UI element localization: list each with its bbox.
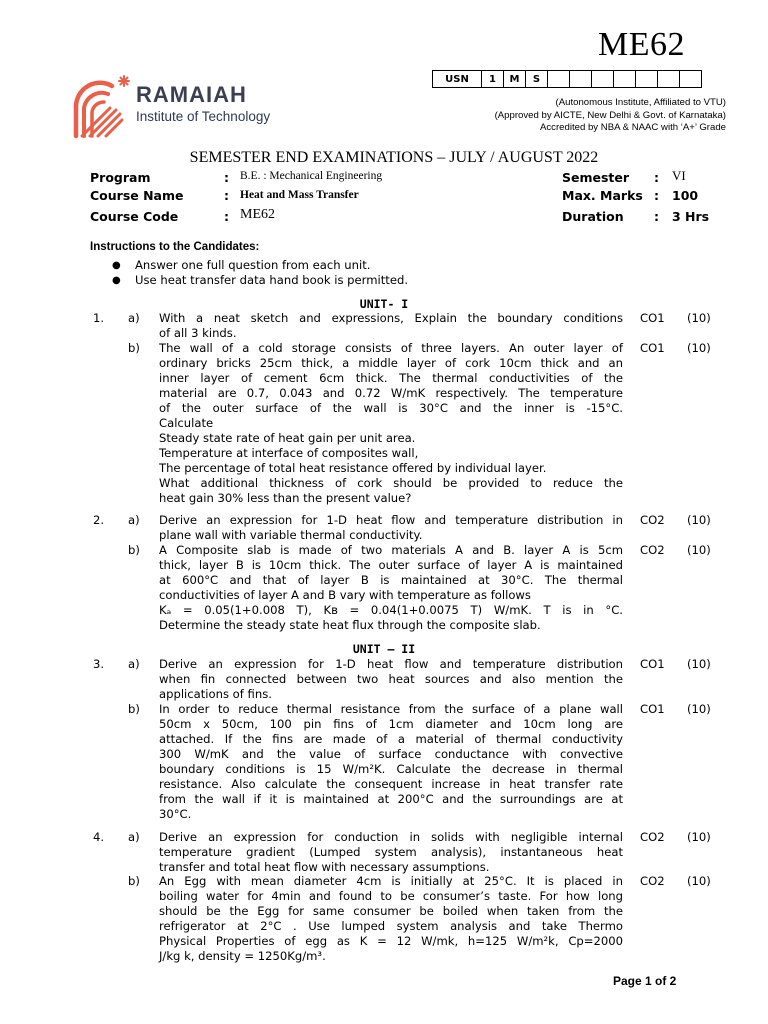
course-name-label: Course Name: [90, 188, 184, 203]
instruction-item: Use heat transfer data hand book is permitted.: [135, 273, 409, 287]
bullet-icon: ●: [112, 275, 121, 286]
program-value: B.E. : Mechanical Engineering: [240, 170, 383, 182]
affiliation-block: [495, 97, 726, 135]
question-text: [159, 657, 623, 702]
question-line: material are 0.7, 0.043 and 0.72 W/mK respectively. The temperature: [159, 386, 623, 400]
question-line: Derive an expression for 1-D heat flow and temperature distribution in: [159, 513, 623, 527]
question-line: What additional thickness of cork should be provided to reduce the: [159, 476, 623, 490]
page-number: Page 1 of 2: [613, 974, 677, 988]
question-line: of all 3 kinds.: [159, 326, 237, 340]
question-line: transfer and total heat flow with necessary assumptions.: [159, 860, 490, 874]
course-outcome: CO2: [640, 543, 665, 557]
unit-heading: UNIT – II: [352, 642, 416, 656]
course-outcome: CO1: [640, 311, 665, 325]
question-line: when fin connected between two heat sources and also mention the: [159, 672, 623, 686]
question-line: temperature gradient (Lumped system analysis), instantaneous heat: [159, 845, 623, 859]
question-line: inner layer of cement 6cm thick. The thermal conductivities of the: [159, 371, 623, 385]
question-line: Determine the steady state heat flux through the composite slab.: [159, 618, 541, 632]
marks: (10): [687, 311, 711, 325]
colon: :: [224, 170, 229, 185]
question-line: A Composite slab is made of two materials A and B. layer A is 5cm: [159, 543, 623, 557]
question-line: at 600°C and that of layer B is maintained at 30°C. The thermal: [159, 573, 623, 587]
question-line: An Egg with mean diameter 4cm is initially at 25°C. It is placed in: [159, 874, 623, 888]
sub-question-label: a): [128, 830, 140, 844]
question-line: The percentage of total heat resistance offered by individual layer.: [159, 461, 547, 475]
course-name-value: Heat and Mass Transfer: [240, 189, 359, 201]
question-line: Derive an expression for conduction in solids with negligible internal: [159, 830, 623, 844]
logo-subtitle: Institute of Technology: [136, 109, 271, 124]
question-line: should be the Egg for same consumer be boiled when taken from the: [159, 904, 623, 918]
question-text: [159, 543, 623, 633]
sub-question-label: b): [128, 874, 140, 888]
question-line: Derive an expression for 1-D heat flow and temperature distribution: [159, 657, 623, 671]
sub-question-label: b): [128, 341, 140, 355]
course-code-top: ME62: [598, 26, 685, 63]
max-marks-value: 100: [672, 188, 699, 203]
usn-cell: [570, 71, 592, 88]
colon: :: [654, 170, 659, 185]
usn-cell: [636, 71, 658, 88]
question-line: 30°C.: [159, 807, 192, 821]
question-line: ordinary bricks 25cm thick, a middle layer of cork 10cm thick and an: [159, 356, 623, 370]
course-outcome: CO2: [640, 830, 665, 844]
instruction-item: Answer one full question from each unit.: [135, 258, 371, 272]
sub-question-label: a): [128, 311, 140, 325]
question-text: [159, 830, 623, 875]
marks: (10): [687, 513, 711, 527]
question-line: Physical Properties of egg as K = 12 W/mk, h=125 W/m²k, Cp=2000: [159, 934, 623, 948]
question-line: With a neat sketch and expressions, Explain the boundary conditions: [159, 311, 623, 325]
question-number: 3.: [93, 657, 105, 671]
affiliation-line: Accredited by NBA & NAAC with ‘A+’ Grade: [539, 122, 726, 133]
colon: :: [224, 209, 229, 224]
affiliation-line: (Approved by AICTE, New Delhi & Govt. of Karnataka): [494, 109, 726, 121]
question-number: 1.: [93, 311, 105, 325]
question-line: from the wall if it is maintained at 200°C and the surroundings are at: [159, 792, 623, 806]
usn-label: USN: [433, 71, 482, 88]
question-number: 2.: [93, 513, 105, 527]
course-outcome: CO1: [640, 341, 665, 355]
question-text: [159, 513, 623, 543]
question-line: heat gain 30% less than the present value?: [159, 491, 412, 505]
marks: (10): [687, 543, 711, 557]
question-line: resistance. Also calculate the consequent increase in heat transfer rate: [159, 777, 623, 791]
question-number: 4.: [93, 830, 105, 844]
question-line: Steady state rate of heat gain per unit area.: [159, 431, 416, 445]
usn-cell: [592, 71, 614, 88]
sub-question-label: a): [128, 657, 140, 671]
question-line: Kₐ = 0.05(1+0.008 T), Kʙ = 0.04(1+0.0075 T) W/mK. T is in °C.: [159, 603, 623, 617]
question-line: Temperature at interface of composites wall,: [159, 446, 419, 460]
usn-cell: [548, 71, 570, 88]
logo-brand-name: RAMAIAH: [136, 82, 247, 107]
question-line: applications of fins.: [159, 687, 272, 701]
marks: (10): [687, 874, 711, 888]
unit-heading: UNIT- I: [359, 297, 409, 311]
marks: (10): [687, 341, 711, 355]
colon: :: [654, 209, 659, 224]
max-marks-label: Max. Marks: [562, 188, 643, 203]
course-code-label: Course Code: [90, 209, 179, 224]
course-outcome: CO2: [640, 513, 665, 527]
question-line: 50cm x 50cm, 100 pin fins of 1cm diameter and 10cm long are: [159, 717, 623, 731]
usn-cell: [658, 71, 680, 88]
instructions-heading: Instructions to the Candidates:: [90, 241, 260, 253]
sub-question-label: b): [128, 543, 140, 557]
question-line: Calculate: [159, 416, 214, 430]
institute-logo: [70, 72, 302, 144]
semester-label: Semester: [562, 170, 630, 185]
course-code-value: ME62: [240, 207, 275, 222]
question-text: [159, 874, 623, 964]
sub-question-label: b): [128, 702, 140, 716]
question-line: boundary conditions is 15 W/m²K. Calculate the decrease in thermal: [159, 762, 623, 776]
usn-grid: [432, 70, 702, 88]
question-line: J/kg k, density = 1250Kg/m³.: [159, 949, 326, 963]
question-line: The wall of a cold storage consists of three layers. An outer layer of: [159, 341, 623, 355]
question-line: 300 W/mK and the value of surface conductance with convective: [159, 747, 623, 761]
question-line: of the outer surface of the wall is 30°C and the inner is -15°C.: [159, 401, 623, 415]
sub-question-label: a): [128, 513, 140, 527]
ramaiah-logo-mark-icon: [70, 72, 132, 142]
usn-cell: 1: [482, 71, 504, 88]
question-text: [159, 702, 623, 822]
question-line: thick, layer B is 10cm thick. The outer surface of layer A is maintained: [159, 558, 623, 572]
question-line: conductivities of layer A and B vary with temperature as follows: [159, 588, 531, 602]
duration-label: Duration: [562, 209, 624, 224]
course-outcome: CO1: [640, 657, 665, 671]
marks: (10): [687, 702, 711, 716]
question-text: [159, 311, 623, 341]
question-text: [159, 341, 623, 506]
marks: (10): [687, 830, 711, 844]
marks: (10): [687, 657, 711, 671]
colon: :: [224, 188, 229, 203]
question-line: plane wall with variable thermal conductivity.: [159, 528, 423, 542]
semester-value: VI: [672, 168, 686, 183]
duration-value: 3 Hrs: [672, 209, 710, 224]
affiliation-line: (Autonomous Institute, Affiliated to VTU): [555, 97, 726, 108]
colon: :: [654, 188, 659, 203]
question-line: attached. If the fins are made of a material of thermal conductivity: [159, 732, 623, 746]
question-line: In order to reduce thermal resistance from the surface of a plane wall: [159, 702, 623, 716]
usn-cell: S: [526, 71, 548, 88]
program-label: Program: [90, 170, 151, 185]
question-line: refrigerator at 2°C . Use lumped system analysis and take Thermo: [159, 919, 623, 933]
course-outcome: CO1: [640, 702, 665, 716]
course-outcome: CO2: [640, 874, 665, 888]
question-line: boiling water for 4min and found to be consumer’s taste. For how long: [159, 889, 623, 903]
usn-cell: [614, 71, 636, 88]
exam-title: SEMESTER END EXAMINATIONS – JULY / AUGUST 2022: [189, 149, 599, 166]
usn-cell: [680, 71, 702, 88]
usn-cell: M: [504, 71, 526, 88]
bullet-icon: ●: [112, 260, 121, 271]
